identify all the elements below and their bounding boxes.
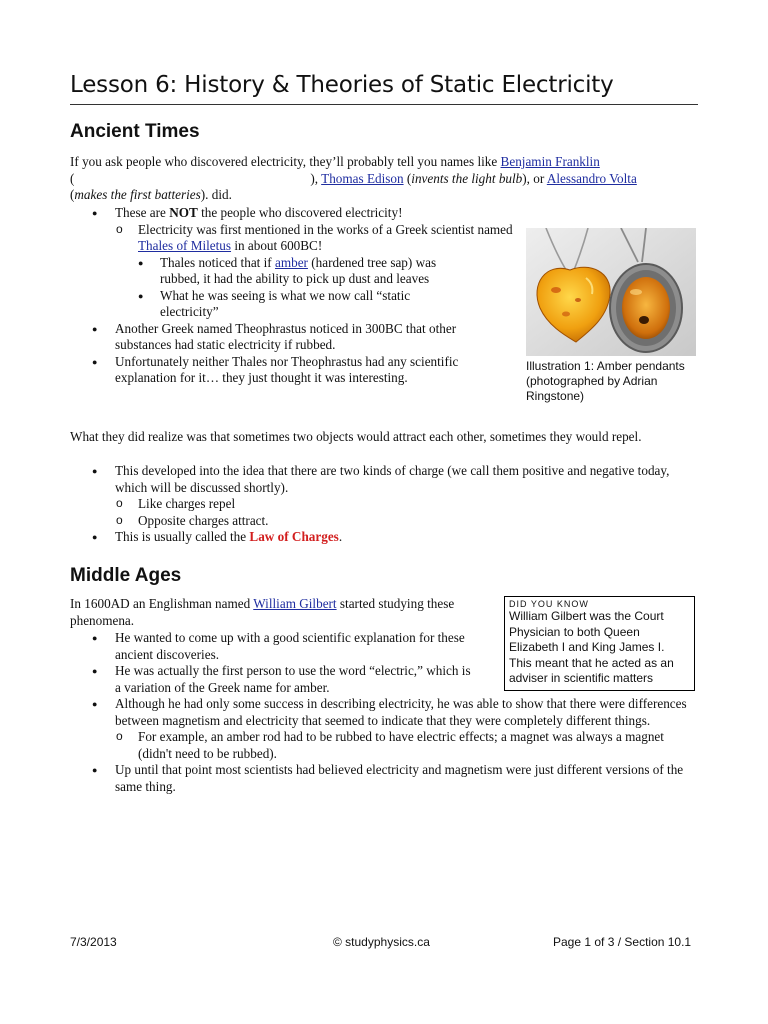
list-item: o Electricity was first mentioned in the works of a Greek scientist named Thales of Miletus in about 600BC! ● Thales noticed that if amber (hardened tree sap) was rubbed, it had the ability to pick up dust and leaves ● What he was seeing is what we now call “static electricity”: [115, 222, 522, 321]
list-item: o Like charges repel: [115, 496, 672, 513]
list-item: ● Although he had only some success in describing electricity, he was able to show that there were differences between magnetism and electricity that seemed to indicate that they were completely different things. o For example, an amber rod had to be rubbed to have electric effects; a magnet was always a magnet (didn't need to be rubbed).: [92, 696, 697, 762]
list-item: ● This is usually called the Law of Charges.: [92, 529, 672, 546]
link-thales-of-miletus[interactable]: Thales of Miletus: [138, 238, 232, 253]
photo-caption: Illustration 1: Amber pendants (photographed by Adrian Ringstone): [526, 359, 685, 403]
list-item: ● He was actually the first person to use the word “electric,” which is a variation of the Greek name for amber.: [92, 663, 473, 696]
ancient-paragraph-2: What they did realize was that sometimes two objects would attract each other, sometimes they would repel.: [70, 429, 642, 444]
list-item: o For example, an amber rod had to be rubbed to have electric effects; a magnet was always a magnet (didn't need to be rubbed).: [115, 729, 697, 762]
ancient-intro: If you ask people who discovered electricity, they’ll probably tell you names like Benjamin Franklin ( ), Thomas Edison (invents the light bulb), or Alessandro Volta (makes the first batteries). did.: [70, 154, 637, 202]
link-william-gilbert[interactable]: William Gilbert: [253, 596, 337, 611]
link-amber[interactable]: amber: [275, 254, 308, 270]
sub-list: [115, 222, 522, 321]
section-heading-ancient: Ancient Times: [70, 121, 200, 142]
law-of-charges: Law of Charges: [249, 529, 339, 544]
list-item: ● These are NOT the people who discovered electricity! o Electricity was first mentioned in the works of a Greek scientist named Thales of Miletus in about 600BC! ● Thales noticed that if amber (hardened tree sap) was rubbed, it had the ability to pick up dust and leaves ● What he was seeing is what we now call “static electricity”: [92, 205, 522, 321]
charges-bullet-list: [92, 463, 672, 546]
list-item: o Opposite charges attract.: [115, 513, 672, 530]
link-thomas-edison[interactable]: Thomas Edison: [321, 170, 404, 186]
did-you-know-title: DID YOU KNOW: [509, 599, 589, 609]
sub-list: [115, 729, 697, 762]
list-item: ● What he was seeing is what we now call “static electricity”: [138, 288, 478, 321]
list-item: ● Unfortunately neither Thales nor Theophrastus had any scientific explanation for it… they just thought it was interesting.: [92, 354, 460, 387]
page-title: Lesson 6: History & Theories of Static Electricity: [70, 72, 698, 105]
ancient-bullet-list: [92, 205, 522, 387]
list-item: ● He wanted to come up with a good scientific explanation for these ancient discoveries.: [92, 630, 487, 663]
list-item: ● This developed into the idea that there are two kinds of charge (we call them positive and negative today, which will be discussed shortly). o Like charges repel o Opposite charges attract.: [92, 463, 672, 529]
list-item: ● Up until that point most scientists had believed electricity and magnetism were just different versions of the same thing.: [92, 762, 697, 795]
sub-list: [115, 496, 672, 529]
list-item: ● Thales noticed that if amber (hardened tree sap) was rubbed, it had the ability to pick up dust and leaves: [138, 255, 478, 288]
subsub-list: [138, 255, 478, 321]
middle-intro: In 1600AD an Englishman named William Gilbert started studying these phenomena.: [70, 596, 455, 628]
link-alessandro-volta[interactable]: Alessandro Volta: [546, 170, 637, 186]
amber-pendants-image: [526, 228, 696, 356]
link-benjamin-franklin[interactable]: Benjamin Franklin: [500, 154, 600, 169]
middle-bullet-list: [92, 630, 697, 795]
amber-pendants-photo: [526, 228, 696, 356]
footer-page: Page 1 of 3 / Section 10.1: [553, 935, 692, 949]
footer-site: © studyphysics.ca: [333, 935, 430, 949]
footer-date: 7/3/2013: [70, 935, 117, 949]
list-item: ● Another Greek named Theophrastus noticed in 300BC that other substances had static electricity if rubbed.: [92, 321, 480, 354]
did-you-know-text: William Gilbert was the Court Physician to both Queen Elizabeth I and King James I. This meant that he acted as an adviser in scientific matters: [509, 609, 674, 685]
section-heading-middle: Middle Ages: [70, 565, 182, 586]
